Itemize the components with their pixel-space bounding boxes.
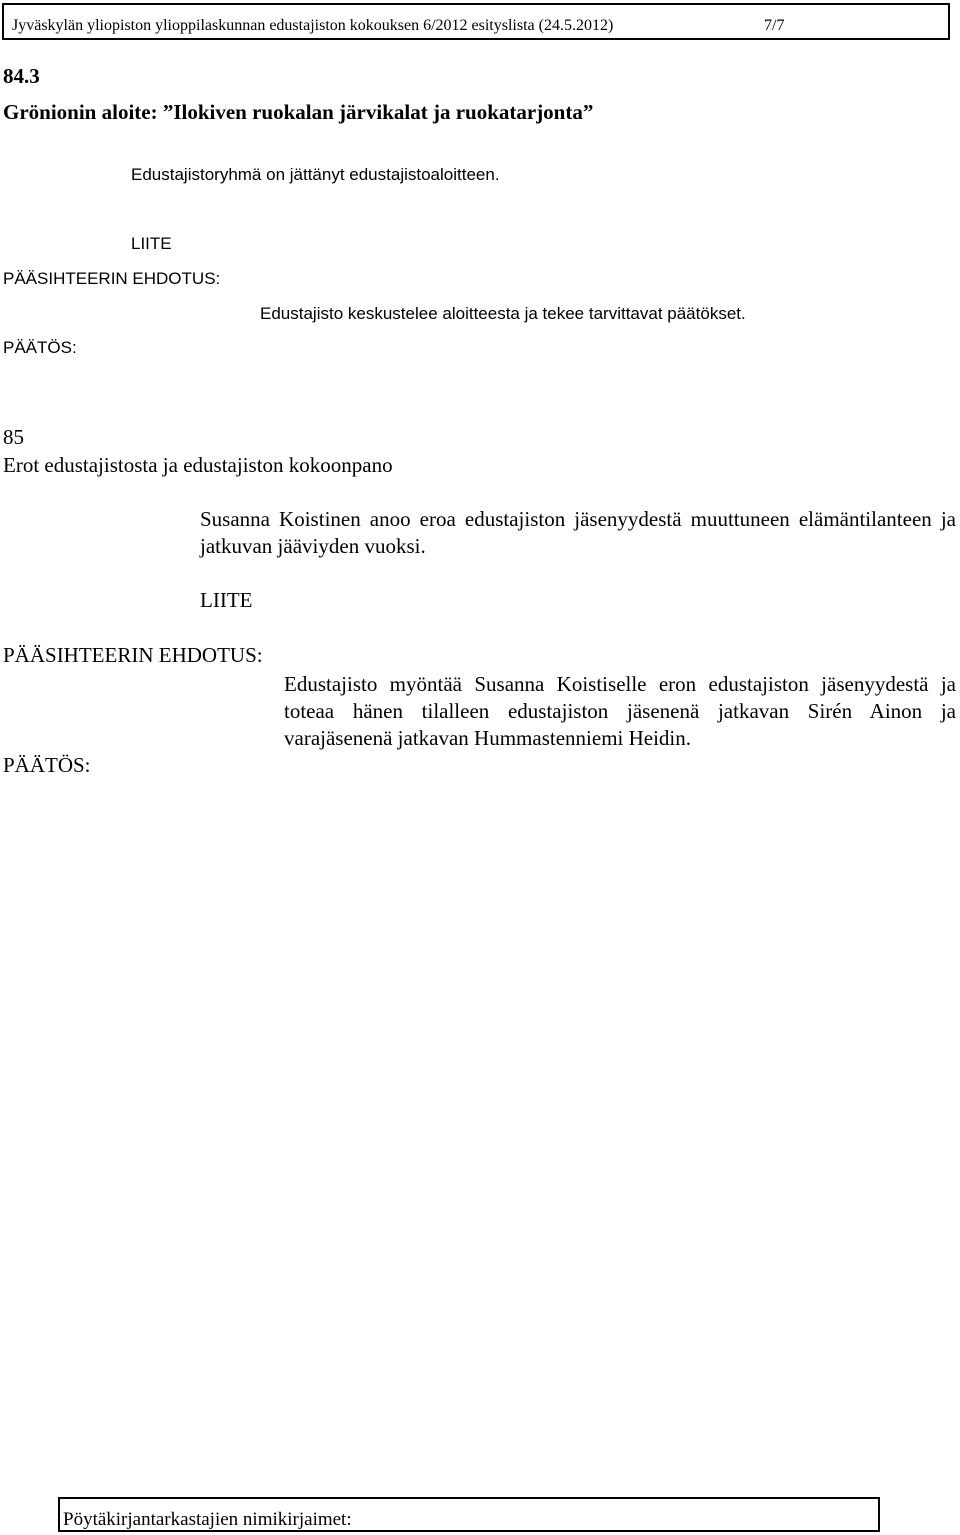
item-84-3-decision-label: PÄÄTÖS: [3, 338, 77, 357]
item-85-decision-label: PÄÄTÖS: [3, 753, 91, 777]
item-85-title: Erot edustajistosta ja edustajiston kokoonpano [3, 453, 393, 477]
initials-label: Pöytäkirjantarkastajien nimikirjaimet: [63, 1509, 352, 1530]
item-84-3-proposal: Edustajisto keskustelee aloitteesta ja tekee tarvittavat päätökset. [260, 304, 746, 323]
item-85-attachment: LIITE [200, 588, 253, 612]
item-84-3-body: Edustajistoryhmä on jättänyt edustajistoaloitteen. [131, 165, 500, 184]
item-85-number: 85 [3, 425, 24, 449]
document-title: Jyväskylän yliopiston ylioppilaskunnan edustajiston kokouksen 6/2012 esityslista (24.5.2012) [12, 17, 614, 34]
item-84-3-title: Grönionin aloite: ”Ilokiven ruokalan järvikalat ja ruokatarjonta” [3, 100, 594, 124]
item-84-3-proposal-label: PÄÄSIHTEERIN EHDOTUS: [3, 269, 221, 288]
item-85-body: Susanna Koistinen anoo eroa edustajiston jäsenyydestä muuttuneen elämäntilanteen ja jatkuvan jääviyden vuoksi. [200, 507, 956, 558]
item-84-3-number: 84.3 [3, 64, 40, 88]
page-number: 7/7 [764, 17, 785, 34]
item-85-proposal-label: PÄÄSIHTEERIN EHDOTUS: [3, 643, 263, 667]
item-84-3-attachment: LIITE [131, 234, 172, 253]
item-85-proposal: Edustajisto myöntää Susanna Koistiselle eron edustajiston jäsenyydestä ja toteaa hänen tilalleen edustajiston jäsenenä jatkavan Sirén Ainon ja varajäsenenä jatkavan Hummastenniemi Heidin. [284, 672, 956, 750]
